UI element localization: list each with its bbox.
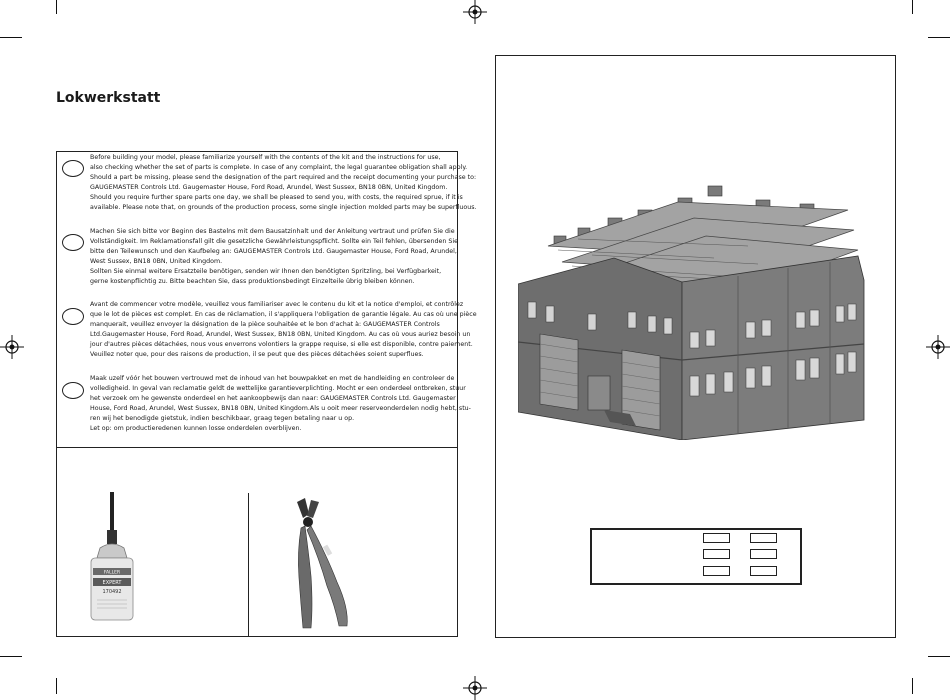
text-line: het verzoek om he gewenste onderdeel en het aankoopbewijs dan naar: GAUGEMASTER Controls Ltd. Gaugemaster xyxy=(90,395,456,402)
registration-mark-icon xyxy=(463,676,487,700)
text-line: Sollten Sie einmal weitere Ersatzteile benötigen, senden wir Ihnen den benötigten Spritzling, bei Verfügbarkeit, xyxy=(90,268,442,275)
text-line: Let op: om productieredenen kunnen losse onderdelen overblijven. xyxy=(90,425,302,432)
page-title: Lokwerkstatt xyxy=(56,90,161,106)
instructions-nl xyxy=(90,374,471,434)
parts-cell xyxy=(750,566,777,576)
text-line: Should a part be missing, please send the designation of the part required and the receipt documenting your purchase to: xyxy=(90,174,477,181)
bottle-article-number: 170492 xyxy=(102,589,122,595)
crop-mark xyxy=(928,656,950,657)
divider xyxy=(248,493,249,637)
text-line: Vollständigkeit. Im Reklamationsfall gilt die gesetzliche Gewährleistungspflicht. Sollte ein Teil fehlen, übersenden Sie xyxy=(90,238,458,245)
divider xyxy=(57,447,457,448)
text-line: House, Ford Road, Arundel, West Sussex, BN18 0BN, United Kingdom.Als u ooit meer reserveonderdelen nodig hebt, stu- xyxy=(90,405,471,412)
crop-mark xyxy=(56,0,57,14)
text-line: available. Please note that, on grounds of the production process, some single injection molded parts may be superfluous. xyxy=(90,204,477,211)
language-marker xyxy=(62,382,84,399)
crop-mark xyxy=(912,678,913,694)
model-panel xyxy=(495,55,896,638)
text-line: Machen Sie sich bitte vor Beginn des Bastelns mit dem Bausatzinhalt und der Anleitung vertraut und prüfen Sie die xyxy=(90,228,455,235)
language-marker xyxy=(62,160,84,177)
parts-reference-box xyxy=(590,528,802,585)
text-line: Veuillez noter que, pour des raisons de production, il se peut que des pièces détachées soient superflues. xyxy=(90,351,424,358)
text-line: Should you require further spare parts one day, we shall be pleased to send you, with costs, the required sprue, if it is xyxy=(90,194,463,201)
text-line: also checking whether the set of parts is complete. In case of any complaint, the legal guarantee obligation shall apply. xyxy=(90,164,468,171)
parts-cell xyxy=(703,533,730,543)
model-building-illustration xyxy=(518,184,874,440)
text-line: Maak uzelf vóór het bouwen vertrouwd met de inhoud van het bouwpakket en met de handleiding en controleer de xyxy=(90,375,455,382)
text-line: West Sussex, BN18 0BN, United Kingdom. xyxy=(90,258,223,265)
side-cutter-icon xyxy=(275,496,365,630)
crop-mark xyxy=(928,37,950,38)
crop-mark xyxy=(56,678,57,694)
parts-cell xyxy=(703,566,730,576)
registration-mark-icon xyxy=(0,335,24,359)
registration-mark-icon xyxy=(463,0,487,24)
text-line: que le lot de pièces est complet. En cas de réclamation, il s'appliquera l'obligation de garantie légale. Au cas où une pièce xyxy=(90,311,477,318)
text-line: Ltd.Gaugemaster House, Ford Road, Arundel, West Sussex, BN18 0BN, United Kingdom. Au cas où vous auriez besoin un xyxy=(90,331,471,338)
language-marker xyxy=(62,234,84,251)
text-line: bitte den Teilewunsch und den Kaufbeleg an: GAUGEMASTER Controls Ltd. Gaugemaster House, Ford Road, Arundel, xyxy=(90,248,457,255)
text-line: manquerait, veuillez envoyer la désignation de la pièce souhaitée et le bon d'achat à: GAUGEMASTER Controls xyxy=(90,321,440,328)
crop-mark xyxy=(912,0,913,14)
instructions-fr xyxy=(90,300,477,360)
crop-mark xyxy=(0,656,22,657)
parts-cell xyxy=(750,549,777,559)
text-line: Before building your model, please familiarize yourself with the contents of the kit and the instructions for use, xyxy=(90,154,441,161)
registration-mark-icon xyxy=(926,335,950,359)
text-line: GAUGEMASTER Controls Ltd. Gaugemaster House, Ford Road, Arundel, West Sussex, BN18 0BN, United Kingdom. xyxy=(90,184,448,191)
text-line: ren wij het benodigde gietstuk, indien beschikbaar, graag tegen betaling naar u op. xyxy=(90,415,355,422)
bottle-brand: FALLER xyxy=(103,570,121,576)
crop-mark xyxy=(0,37,22,38)
instructions-en xyxy=(90,153,477,213)
text-line: jour d'autres pièces détachées, nous vous enverrons volontiers la grappe requise, si elle est disponible, contre paiement. xyxy=(90,341,473,348)
text-line: volledigheid. In geval van reclamatie geldt de wettelijke garantieverplichting. Mocht er een onderdeel ontbreken, stuur xyxy=(90,385,466,392)
text-line: Avant de commencer votre modèle, veuillez vous familiariser avec le contenu du kit et la notice d'emploi, et contrôlez xyxy=(90,301,464,308)
instructions-panel xyxy=(56,151,477,637)
glue-bottle-icon xyxy=(67,492,157,626)
parts-cell xyxy=(750,533,777,543)
instructions-de xyxy=(90,227,456,287)
language-marker xyxy=(62,308,84,325)
parts-cell xyxy=(703,549,730,559)
bottle-label: EXPERT xyxy=(102,580,122,586)
text-line: gerne kostenpflichtig zu. Bitte beachten Sie, dass produktionsbedingt Einzelteile übrig bleiben können. xyxy=(90,278,415,285)
